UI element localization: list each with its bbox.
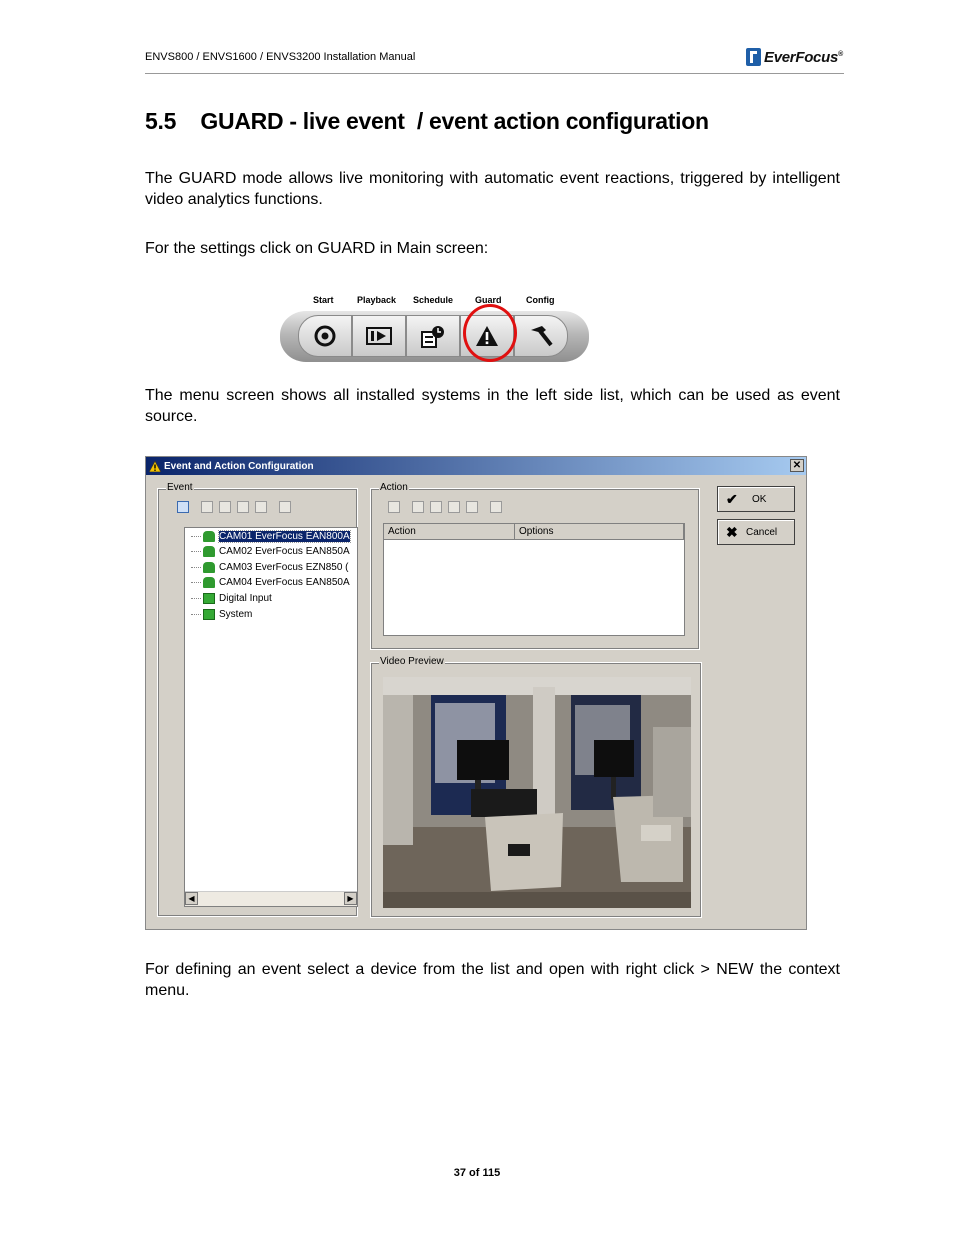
video-preview-group bbox=[370, 656, 702, 918]
schedule-button[interactable] bbox=[406, 315, 460, 357]
warning-icon bbox=[149, 461, 161, 472]
action-toolbar bbox=[388, 501, 502, 513]
schedule-icon bbox=[420, 324, 446, 348]
guard-highlight-circle bbox=[463, 304, 517, 362]
section-title: 5.5 GUARD - live event / event action configuration bbox=[145, 108, 709, 134]
paste-action-icon[interactable] bbox=[448, 501, 460, 513]
camera-icon bbox=[203, 546, 215, 557]
copy-event-icon[interactable] bbox=[219, 501, 231, 513]
ok-button-label: OK bbox=[752, 493, 767, 505]
playback-button[interactable] bbox=[352, 315, 406, 357]
main-screen-toolbar bbox=[280, 288, 589, 362]
camera-icon bbox=[203, 577, 215, 588]
record-icon bbox=[314, 325, 336, 347]
camera-icon bbox=[203, 531, 215, 542]
video-preview-image bbox=[383, 677, 691, 908]
camera-icon bbox=[203, 562, 215, 573]
toolbar-label-config: Config bbox=[526, 295, 555, 305]
column-header-options[interactable]: Options bbox=[515, 524, 684, 540]
cancel-button[interactable] bbox=[717, 519, 795, 545]
tree-item-cam02[interactable] bbox=[191, 544, 350, 558]
paragraph-settings: For the settings click on GUARD in Main screen: bbox=[145, 240, 489, 257]
office-scene-image bbox=[383, 677, 691, 908]
column-header-action[interactable]: Action bbox=[384, 524, 515, 540]
new-action-icon[interactable] bbox=[388, 501, 400, 513]
close-icon: ✕ bbox=[792, 460, 802, 471]
hammer-icon bbox=[528, 324, 554, 348]
edit-event-icon[interactable] bbox=[255, 501, 267, 513]
digital-input-icon bbox=[203, 593, 215, 604]
delete-event-icon[interactable] bbox=[201, 501, 213, 513]
system-icon bbox=[203, 609, 215, 620]
close-button[interactable] bbox=[790, 459, 804, 472]
toolbar-label-start: Start bbox=[313, 295, 334, 305]
action-group-legend: Action bbox=[380, 482, 408, 493]
paste-event-icon[interactable] bbox=[237, 501, 249, 513]
paragraph-define-event: For defining an event select a device from the list and open with right click > NEW the context menu. bbox=[145, 961, 840, 999]
properties-action-icon[interactable] bbox=[490, 501, 502, 513]
ok-button[interactable] bbox=[717, 486, 795, 512]
tree-item-cam03[interactable] bbox=[191, 560, 349, 574]
start-button[interactable] bbox=[298, 315, 352, 357]
logo-text: EverFocus® bbox=[764, 48, 843, 66]
toolbar-label-schedule: Schedule bbox=[413, 295, 454, 305]
event-toolbar bbox=[177, 501, 291, 513]
video-preview-legend: Video Preview bbox=[380, 656, 444, 667]
playback-icon bbox=[366, 327, 392, 345]
checkmark-icon: ✔ bbox=[726, 490, 738, 507]
tree-item-label: CAM01 EverFocus EAN800A bbox=[219, 530, 350, 542]
tree-item-label: CAM04 EverFocus EAN850A bbox=[219, 576, 350, 588]
cancel-button-label: Cancel bbox=[746, 526, 778, 538]
scroll-left-button[interactable]: ◀ bbox=[185, 892, 198, 905]
tree-item-label: CAM03 EverFocus EZN850 ( bbox=[219, 561, 349, 573]
paragraph-menu-screen: The menu screen shows all installed systems in the left side list, which can be used as event source. bbox=[145, 387, 840, 425]
event-source-tree[interactable] bbox=[184, 527, 358, 907]
delete-action-icon[interactable] bbox=[412, 501, 424, 513]
page-number: 37 of 115 bbox=[453, 1167, 501, 1179]
event-action-dialog bbox=[145, 456, 807, 930]
toolbar-label-guard: Guard bbox=[475, 295, 502, 305]
copy-action-icon[interactable] bbox=[430, 501, 442, 513]
tree-item-digital-input[interactable] bbox=[191, 591, 272, 605]
paragraph-intro: The GUARD mode allows live monitoring with automatic event reactions, triggered by intelligent video analytics functions. bbox=[145, 170, 840, 208]
edit-action-icon[interactable] bbox=[466, 501, 478, 513]
tree-item-label: Digital Input bbox=[219, 592, 272, 604]
tree-item-label: System bbox=[219, 608, 253, 620]
scroll-right-button[interactable]: ▶ bbox=[344, 892, 357, 905]
action-group bbox=[370, 482, 700, 650]
tree-item-label: CAM02 EverFocus EAN850A bbox=[219, 545, 350, 557]
header-divider bbox=[145, 73, 844, 74]
cross-icon: ✖ bbox=[726, 523, 738, 540]
action-list[interactable] bbox=[383, 523, 685, 636]
toolbar-label-playback: Playback bbox=[357, 295, 397, 305]
properties-event-icon[interactable] bbox=[279, 501, 291, 513]
dialog-titlebar bbox=[146, 457, 806, 475]
tree-horizontal-scrollbar[interactable] bbox=[185, 891, 357, 906]
everfocus-logo-icon bbox=[746, 48, 761, 66]
event-group bbox=[157, 482, 358, 917]
tree-item-cam04[interactable] bbox=[191, 575, 350, 589]
tree-item-cam01[interactable] bbox=[191, 529, 350, 543]
everfocus-logo bbox=[746, 47, 843, 67]
new-event-icon[interactable] bbox=[177, 501, 189, 513]
config-button[interactable] bbox=[514, 315, 568, 357]
dialog-title: Event and Action Configuration bbox=[164, 460, 314, 472]
manual-title: ENVS800 / ENVS1600 / ENVS3200 Installation Manual bbox=[145, 51, 416, 63]
tree-item-system[interactable] bbox=[191, 607, 252, 621]
event-group-legend: Event bbox=[167, 482, 193, 493]
